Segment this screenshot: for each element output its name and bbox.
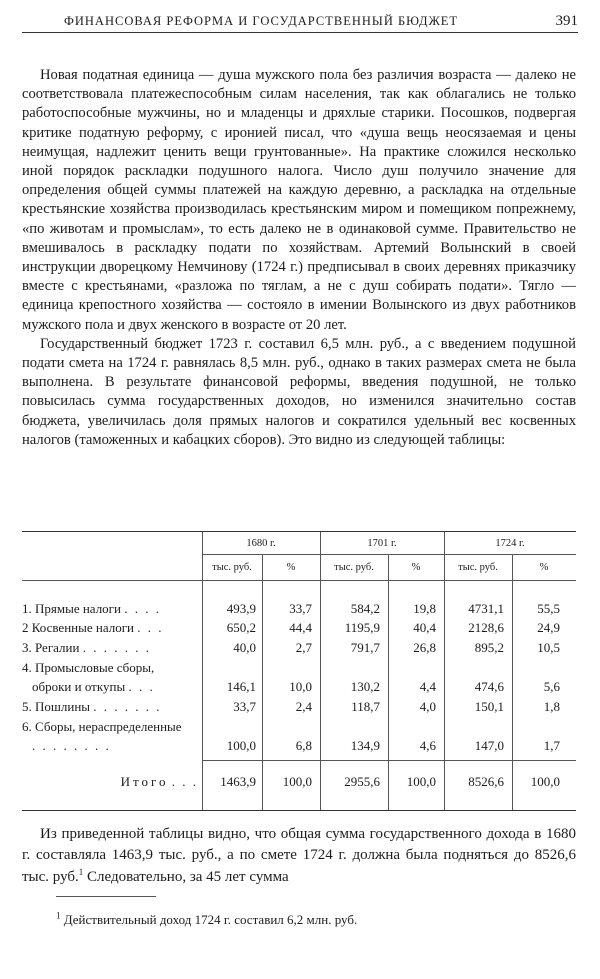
footnote: $^1$ Действительный доход 1724 г. составил 6,2 млн. руб. <box>56 910 358 927</box>
table-cell: 4,6 <box>419 738 436 753</box>
row-label: 1. Прямые налоги . . . . <box>22 601 161 616</box>
table-cell: 6,8 <box>295 738 312 753</box>
table-cell: 1,7 <box>543 738 560 753</box>
total-cell: 100,0 <box>406 774 436 789</box>
table-cell: 474,6 <box>474 679 504 694</box>
table-cell: 10,5 <box>537 640 560 655</box>
table-cell: 4731,1 <box>468 601 504 616</box>
table-cell: 44,4 <box>289 620 312 635</box>
table-cell: 24,9 <box>537 620 560 635</box>
row-label: 2 Косвенные налоги . . . <box>22 620 164 635</box>
table-cell: 791,7 <box>350 640 380 655</box>
total-cell: 100,0 <box>282 774 312 789</box>
table-cell: 130,2 <box>350 679 380 694</box>
revenue-table <box>22 531 576 811</box>
footnote-rule <box>56 896 156 897</box>
row-label: 4. Промысловые сборы, <box>22 660 155 675</box>
paragraph: Из приведенной таблицы видно, что общая сумма государственного дохода в 1680 г. составляла 1463,9 тыс. руб., а по смете 1724 г. должна была подняться до 8526,6 тыс. руб.$^1$ Следовательно, за 45 лет сумма <box>22 826 576 885</box>
table-cell: 100,0 <box>226 738 256 753</box>
body-text <box>22 66 576 450</box>
running-title: ФИНАНСОВАЯ РЕФОРМА И ГОСУДАРСТВЕННЫЙ БЮДЖЕТ <box>64 14 459 28</box>
row-label: 3. Регалии . . . . . . . <box>22 640 151 655</box>
table-cell: 493,9 <box>226 601 256 616</box>
unit-header: тыс. руб. <box>458 562 498 573</box>
table-cell: 584,2 <box>350 601 380 616</box>
table-cell: 5,6 <box>543 679 560 694</box>
table-cell: 10,0 <box>289 679 312 694</box>
table-cell: 134,9 <box>350 738 380 753</box>
table-cell: 118,7 <box>351 699 380 714</box>
percent-header: % <box>411 562 421 573</box>
row-label: 5. Пошлины . . . . . . . <box>22 699 162 714</box>
total-label: Итого . . . <box>120 774 198 789</box>
table-rule <box>22 580 576 581</box>
percent-header: % <box>286 562 296 573</box>
table-cell: 26,8 <box>413 640 436 655</box>
total-cell: 2955,6 <box>344 774 380 789</box>
table-cell: 33,7 <box>289 601 312 616</box>
row-label: . . . . . . . . <box>32 738 111 753</box>
row-label: 6. Сборы, нераспределенные <box>22 719 182 734</box>
table-cell: 147,0 <box>474 738 504 753</box>
conclusion-text <box>22 824 576 888</box>
table-cell: 150,1 <box>474 699 504 714</box>
table-cell: 19,8 <box>413 601 436 616</box>
table-cell: 4,0 <box>419 699 436 714</box>
table-cell: 40,0 <box>233 640 256 655</box>
table-cell: 895,2 <box>474 640 504 655</box>
table-cell: 2,7 <box>295 640 312 655</box>
table-cell: 33,7 <box>233 699 256 714</box>
paragraph: Государственный бюджет 1723 г. составил 6,5 млн. руб., а с введением подушной подати смета на 1724 г. равнялась 8,5 млн. руб., однако в таких размерах смета не была выполнена. В результате финансовой реформы, введения подушной, не только повысилась сумма государственных доходов, но изменился значительно состав бюджета, увеличилась доля прямых налогов и сократился удельный вес косвенных налогов (таможенных и кабацких сборов). Это видно из следующей таблицы: <box>22 335 576 448</box>
table-cell: 2,4 <box>295 699 312 714</box>
table-cell: 1195,9 <box>344 620 380 635</box>
year-header: 1701 г. <box>367 538 397 549</box>
page-number: 391 <box>555 13 578 29</box>
year-header: 1680 г. <box>246 538 276 549</box>
total-cell: 100,0 <box>530 774 560 789</box>
table-cell: 2128,6 <box>468 620 504 635</box>
table-rule <box>202 760 576 761</box>
year-header: 1724 г. <box>495 538 525 549</box>
running-head <box>22 12 578 33</box>
unit-header: тыс. руб. <box>212 562 252 573</box>
table-cell: 146,1 <box>226 679 256 694</box>
footnote-ref: 1 <box>78 866 84 877</box>
paragraph: Новая податная единица — душа мужского пола без различия возраста — далеко не соответствовала платежеспособным силам населения, так как облагались не только работоспособные мужчины, но и младенцы и дряхлые старики. Посошков, подвергая критике податную реформу, с иронией писал, что «душа вещь неосязаемая и цены неимущая, надлежит ценить вещи грунтованные». На практике сложился несколько иной порядок раскладки подушного налога. Число душ получило значение для определения общей суммы платежей на каждую деревню, а раскладка на отдельные крестьянские хозяйства производилась крестьянским миром и помещиком попрежнему, «по животам и промыслам», то есть далеко не в одинаковой сумме. Правительство не вмешивалось в раскладку подати по хозяйствам. Артемий Волынский в своей инструкции дворецкому Немчинову (1724 г.) предписывал в своих деревнях приказчику вместе с крестьянами, «разложа по тяглам, а не с душ собирать подати». Тягло — единица крепостного хозяйства — состояло в имении Волынского из двух работников мужского пола и двух женского в возрасте от 20 лет. <box>22 67 576 333</box>
table-cell: 650,2 <box>226 620 256 635</box>
table-cell: 55,5 <box>537 601 560 616</box>
row-label: оброки и откупы . . . <box>32 679 155 694</box>
unit-header: тыс. руб. <box>334 562 374 573</box>
total-cell: 8526,6 <box>468 774 504 789</box>
table-cell: 40,4 <box>413 620 436 635</box>
table-rule <box>202 554 576 555</box>
table-cell: 1,8 <box>543 699 560 714</box>
total-cell: 1463,9 <box>220 774 256 789</box>
table-cell: 4,4 <box>419 679 436 694</box>
percent-header: % <box>539 562 549 573</box>
